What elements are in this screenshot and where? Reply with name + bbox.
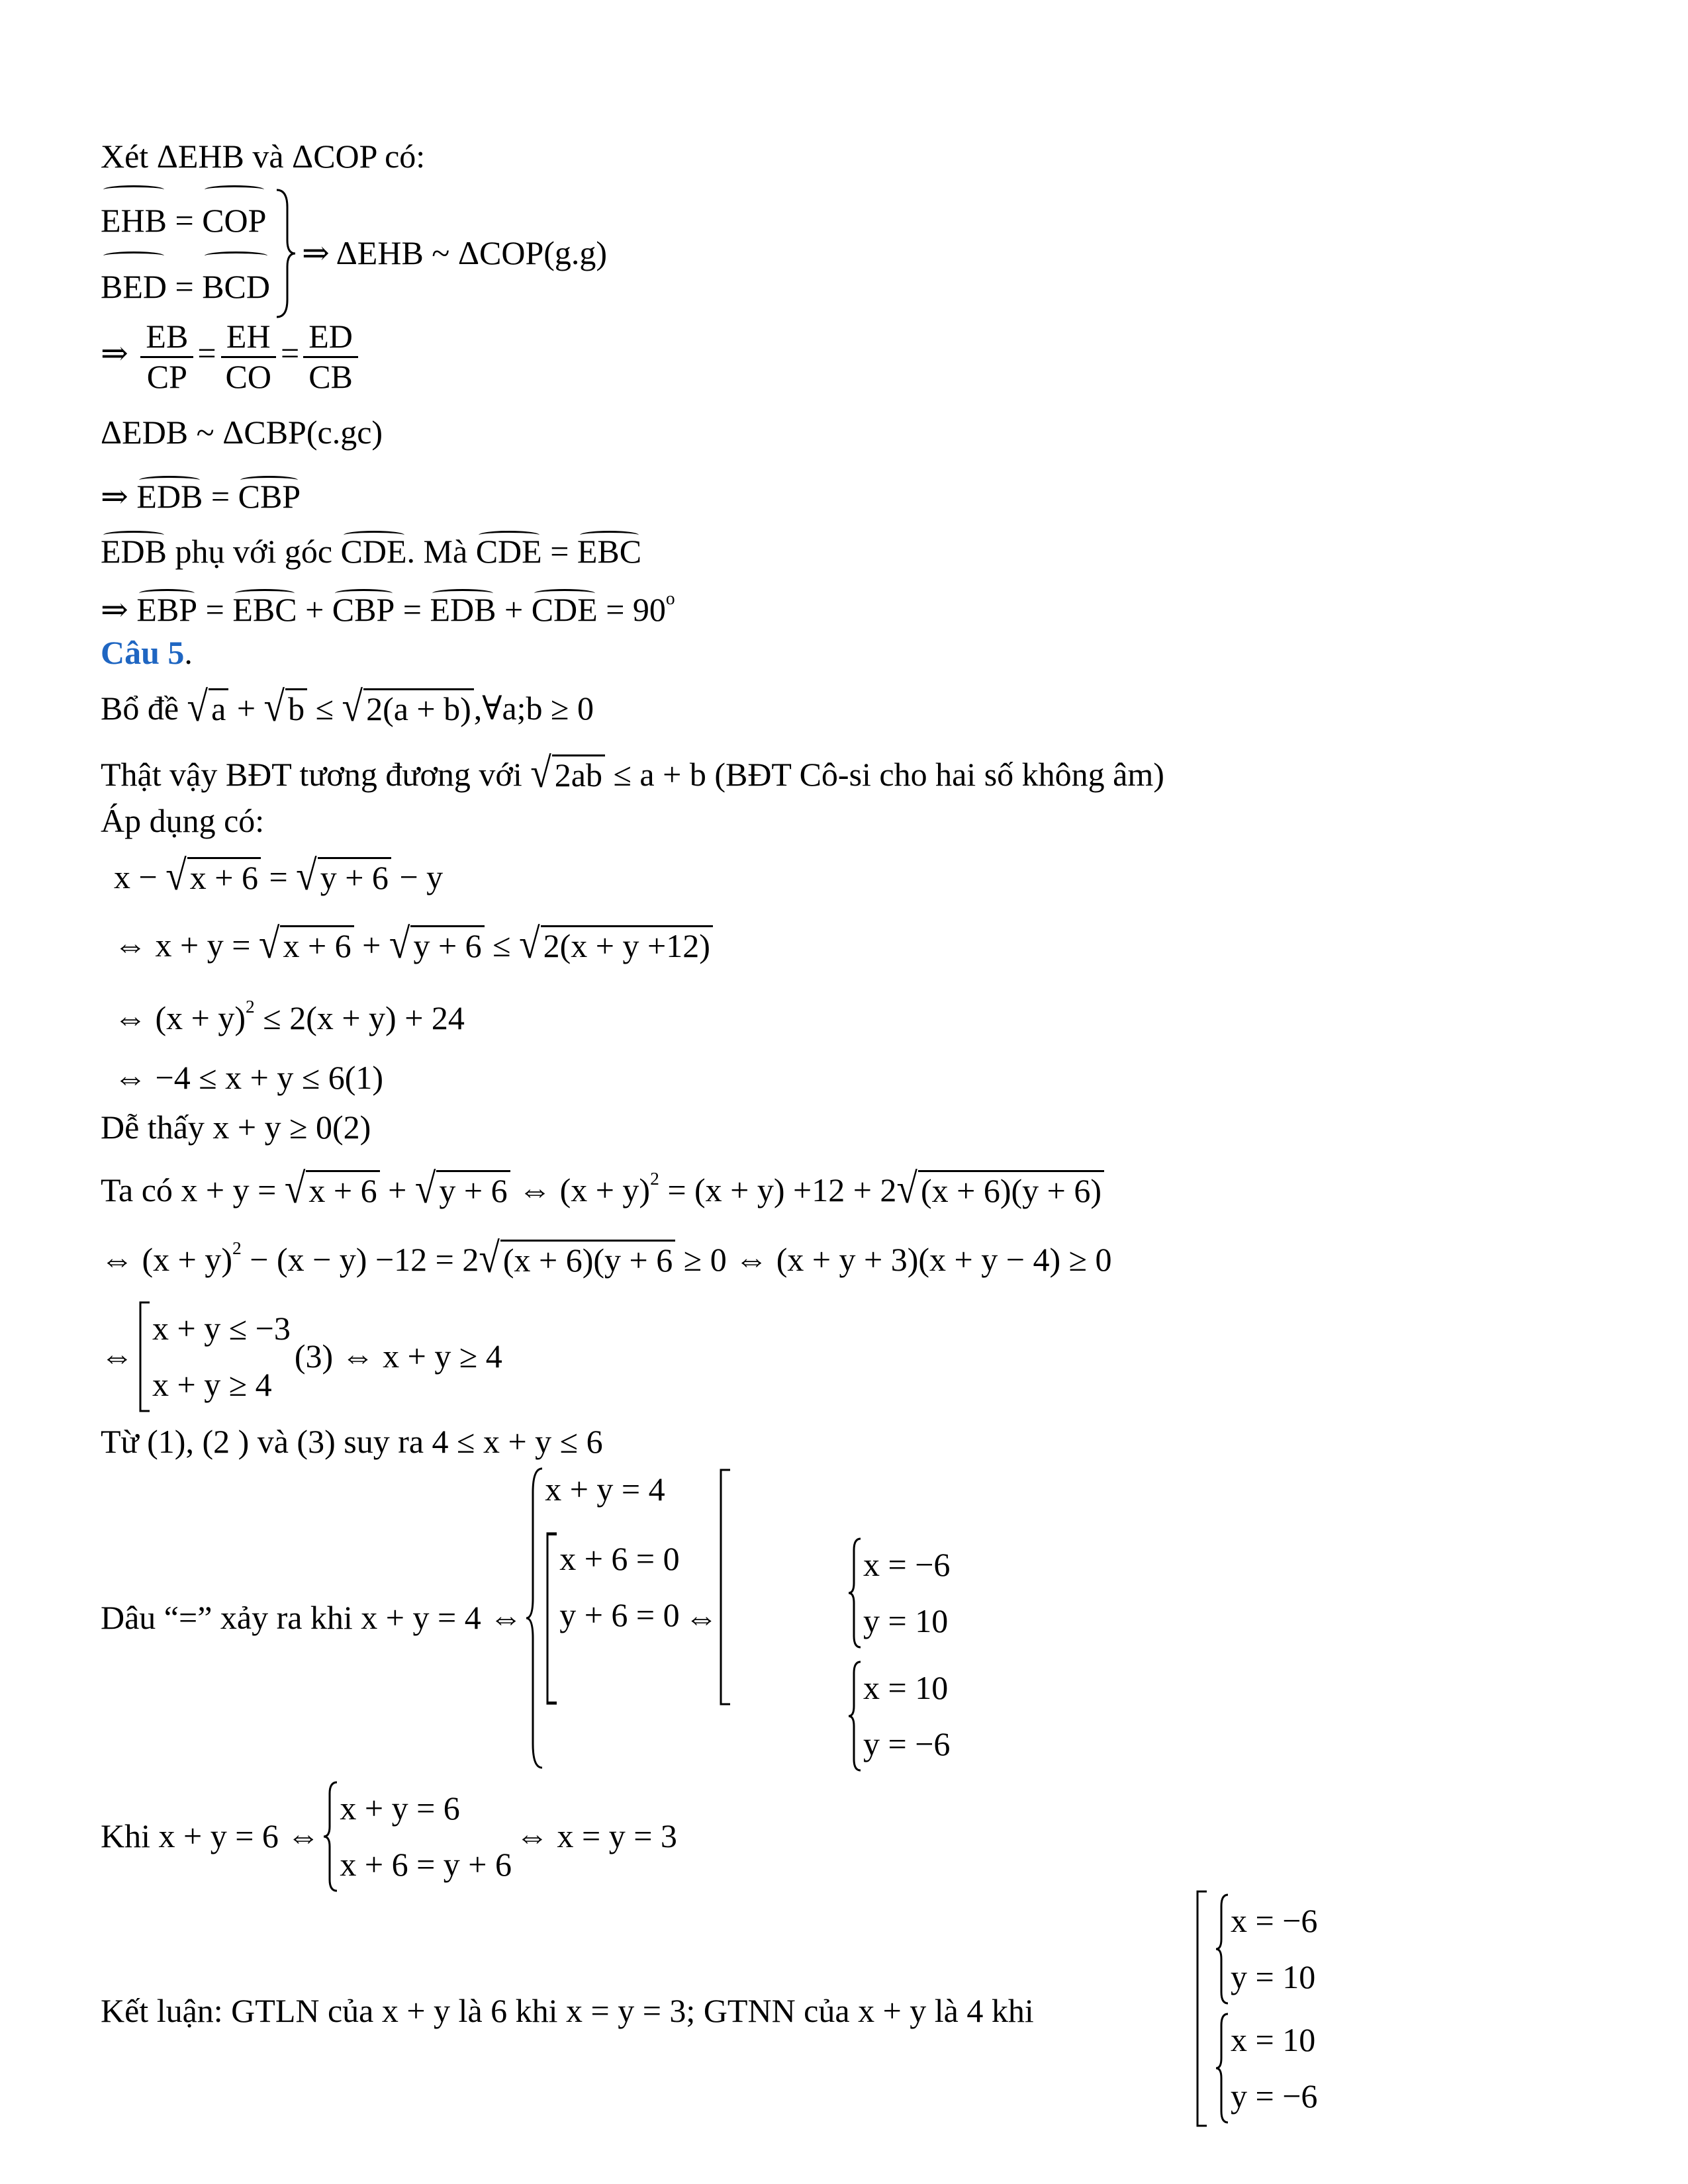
taco-line: Ta có x + y = √ x + 6 + √ y + 6 ⇔ $(x + y)^2 = (x + y) +12 + 2$ √ (x + 6)(y + 6) (101, 1168, 1104, 1210)
square-bracket-icon (138, 1300, 152, 1413)
max-case: Khi x + y = 6 ⇔ x + y = 6 x + 6 = y + 6 ⇔ x = y = 3 (101, 1780, 677, 1893)
implies-symbol: ⇒ (101, 334, 128, 372)
equation-2: ⇔ x + y = √ x + 6 + √ y + 6 ≤ √ 2(x + y +12) (114, 925, 713, 966)
section-title: Câu 5. (101, 634, 193, 671)
fraction-ed-cb: $\frac{ED}{CB}$ (303, 318, 358, 396)
right-brace-icon (274, 187, 297, 320)
square-bracket-icon (1195, 1889, 1209, 2128)
left-brace-icon (847, 1660, 863, 1772)
conclusion-bracket (1195, 1889, 1209, 2136)
equality-case: Dâu “=” xảy ra khi x + y = 4 ⇔ x + y = 4 x + 6 = 0 y + 6 = 0 ⇔ (101, 1466, 733, 1770)
conclusion-solutions-2: x = 10 y = −6 (1215, 2012, 1317, 2124)
complement-line: EDB phụ với góc CDE. Mà CDE = EBC (101, 533, 642, 570)
equality-solutions-2: x = 10 y = −6 (847, 1660, 950, 1772)
fraction-eb-cp: $\frac{EB}{CP}$ (140, 318, 193, 396)
angle-eq-2: BED = BCD (101, 253, 270, 320)
conclusion-solutions: x = −6 y = 10 (1215, 1893, 1317, 2005)
left-brace-icon (847, 1537, 863, 1649)
equation-4: ⇔ −4 ≤ x + y ≤ 6(1) (114, 1059, 384, 1096)
intro-line: Xét ΔEHB và ΔCOP có: (101, 138, 426, 175)
proof-line: Thật vậy BĐT tương đương với √ 2ab ≤ a + b (BĐT Cô-si cho hai số không âm) (101, 750, 1164, 797)
equation-5: ⇔ $(x + y)^2 - (x - y) -12 = 2$ √ (x + 6)(y + 6 ≥ 0 ⇔ (x + y + 3)(x + y − 4) ≥ 0 (101, 1234, 1112, 1282)
angle-system (101, 187, 607, 320)
square-bracket-icon (718, 1468, 733, 1706)
equality-solutions: x = −6 y = 10 (847, 1537, 950, 1649)
square-bracket-icon (545, 1531, 559, 1706)
similar-result-1: ⇒ ΔEHB ~ ΔCOP(g.g) (302, 234, 608, 272)
conclusion-line: Kết luận: GTLN của x + y là 6 khi x = y = 3; GTNN của x + y là 4 khi (101, 1992, 1034, 2029)
left-brace-icon (1215, 2012, 1231, 2124)
equation-3: ⇔ $(x + y)^2 \le 2(x + y) + 24$ (114, 996, 465, 1036)
similar-line-2: ΔEDB ~ ΔCBP(c.gc) (101, 414, 383, 451)
easy-line: Dễ thấy x + y ≥ 0(2) (101, 1109, 371, 1146)
left-brace-icon (1215, 1893, 1231, 2005)
fraction-eh-co: $\frac{EH}{CO}$ (220, 318, 277, 396)
right-angle-line: ⇒ EBP = EBC + CBP = EDB + CDE = $90^o$ (101, 588, 675, 628)
ratio-line: ⇒ $\frac{EB}{CP}$ = $\frac{EH}{CO}$ = $\frac{ED}{CB}$ (101, 318, 362, 396)
apply-line: Áp dụng có: (101, 802, 265, 839)
angle-eq-1: EHB = COP (101, 187, 270, 253)
angle-equal-line: ⇒ EDB = CBP (101, 478, 301, 515)
from-line: Từ (1), (2 ) và (3) suy ra 4 ≤ x + y ≤ 6 (101, 1423, 603, 1460)
equation-1: x − √ x + 6 = √ y + 6 − y (114, 852, 444, 899)
equation-6: ⇔ x + y ≤ −3 x + y ≥ 4 (3) ⇔ x + y ≥ 4 (101, 1300, 502, 1413)
left-brace-icon (525, 1466, 545, 1770)
lemma-line: Bổ đề √ a + √ b ≤ √ 2(a + b) ,∀a;b ≥ 0 (101, 684, 594, 731)
left-brace-icon (322, 1780, 340, 1893)
